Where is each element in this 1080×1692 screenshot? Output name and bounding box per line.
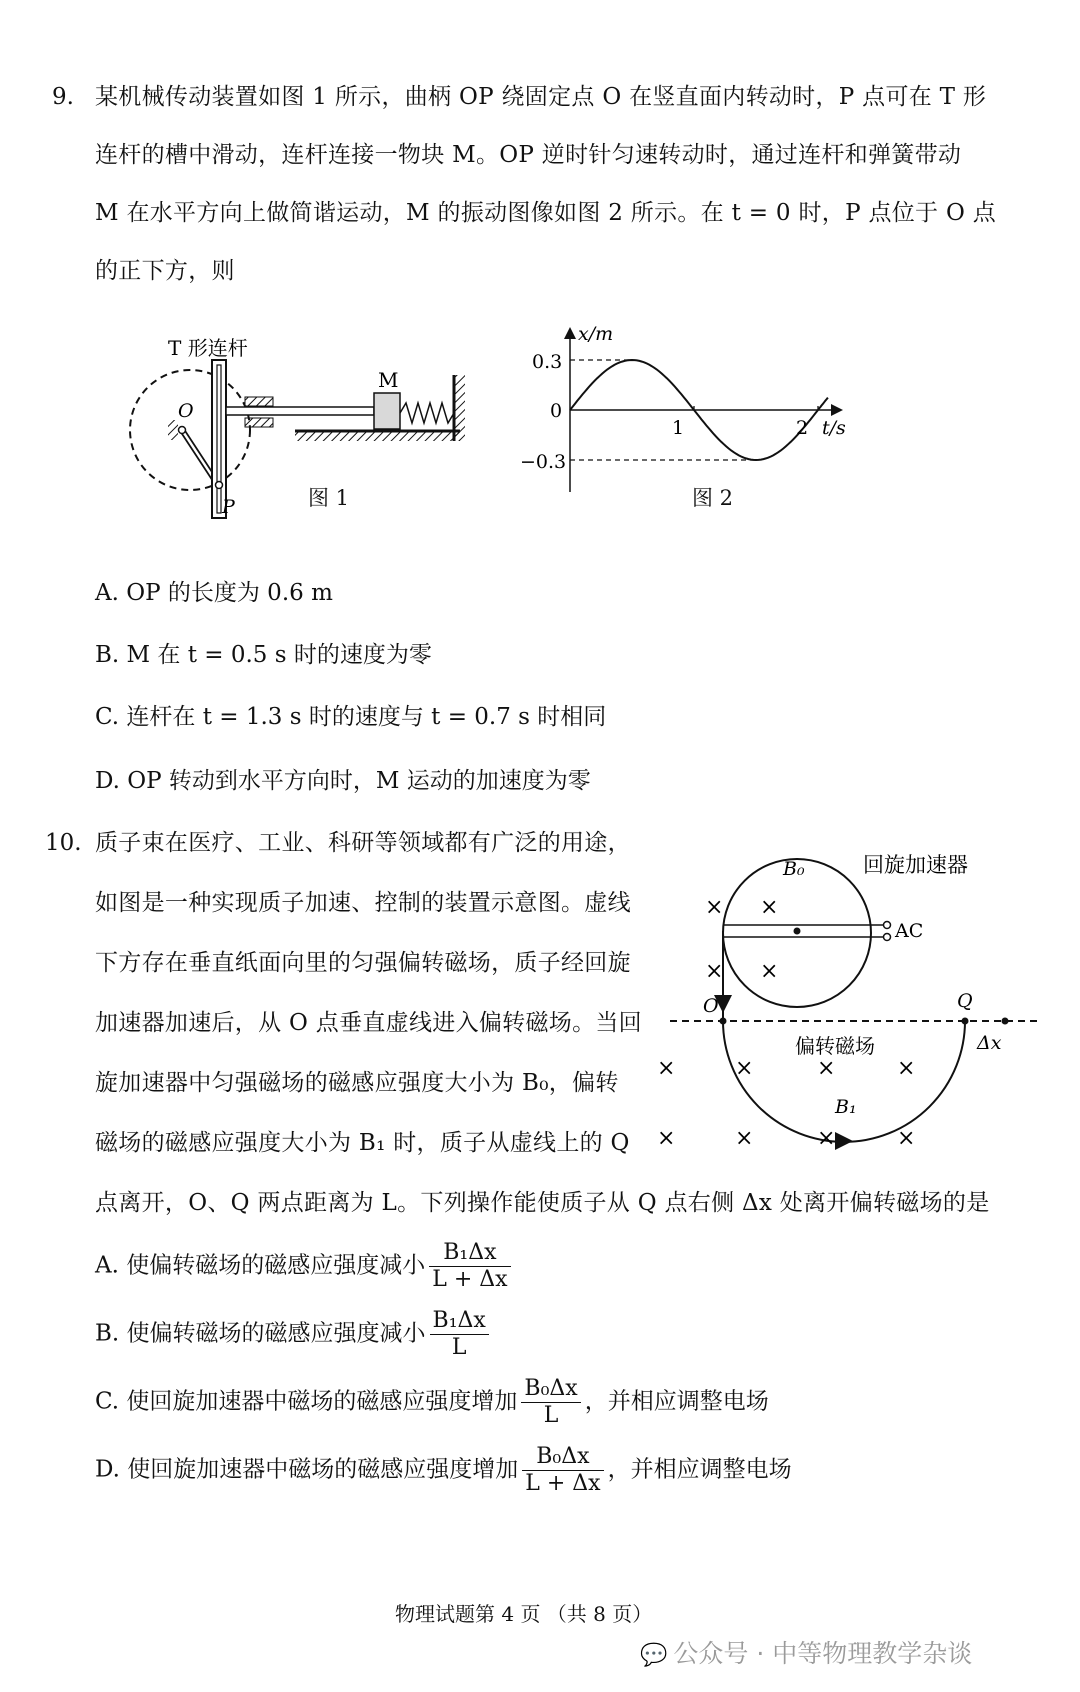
- label-b0: B₀: [783, 858, 805, 880]
- cross-9: ×: [657, 1126, 676, 1151]
- q10-stem-line-7: 点离开，O、Q 两点距离为 L。下列操作能使质子从 Q 点右侧 Δx 处离开偏转磁场的是: [95, 1190, 990, 1216]
- label-ac: AC: [895, 920, 924, 942]
- q9-option-a: A. OP 的长度为 0.6 m: [95, 580, 333, 606]
- crank-path-circle: [130, 370, 250, 490]
- pivot-support: [168, 420, 178, 440]
- y-axis-label: x/m: [578, 323, 614, 345]
- q10-figure: [657, 835, 1045, 1165]
- q9-option-c: C. 连杆在 t = 1.3 s 时的速度与 t = 0.7 s 时相同: [95, 704, 607, 730]
- cross-11: ×: [817, 1126, 836, 1151]
- q9-stem-line-4: 的正下方，则: [95, 258, 235, 284]
- fraction: $\frac{\text{B₁Δx}}{L + \Delta x}$: [429, 1240, 510, 1293]
- q9-figure-2-chart: [510, 322, 870, 502]
- q9-stem-line-3: M 在水平方向上做简谐运动，M 的振动图像如图 2 所示。在 t = 0 时，P 点位于 O 点: [95, 200, 997, 226]
- x-axis-label: t/s: [822, 417, 846, 439]
- label-o: O: [178, 400, 194, 422]
- q10-stem-line-4: 加速器加速后，从 O 点垂直虚线进入偏转磁场。当回: [95, 1010, 642, 1036]
- q10-option-c: C. 使回旋加速器中磁场的磁感应强度增加 $\frac{\text{B₀Δx}}{L}$ ，并相应调整电场: [95, 1376, 769, 1428]
- cross-5: ×: [657, 1056, 676, 1081]
- connecting-rod: [226, 407, 374, 415]
- label-field: 偏转磁场: [795, 1034, 875, 1058]
- block-m: [374, 393, 400, 429]
- label-dx: Δx: [977, 1032, 1002, 1054]
- label-q: Q: [957, 990, 973, 1012]
- figure-1-caption: 图 1: [308, 486, 350, 510]
- cross-6: ×: [735, 1056, 754, 1081]
- cross-12: ×: [897, 1126, 916, 1151]
- q10-stem-line-1: 质子束在医疗、工业、科研等领域都有广泛的用途，: [95, 830, 631, 856]
- figure-2-caption: 图 2: [692, 486, 734, 510]
- label-o: O: [703, 995, 719, 1017]
- label-p: P: [222, 496, 235, 518]
- q9-option-b: B. M 在 t = 0.5 s 时的速度为零: [95, 642, 432, 668]
- fraction: $\frac{\text{B₀Δx}}{L + \Delta x}$: [522, 1444, 603, 1497]
- spring: [400, 403, 454, 423]
- cross-8: ×: [897, 1056, 916, 1081]
- label-b1: B₁: [835, 1096, 857, 1118]
- q10-option-b: B. 使偏转磁场的磁感应强度减小 $\frac{\text{B₁Δx}}{L}$: [95, 1308, 493, 1361]
- fraction: $\frac{\text{B₁Δx}}{L}$: [430, 1308, 489, 1361]
- tick-x-2: 2: [796, 417, 809, 439]
- watermark: 💬 公众号 · 中等物理教学杂谈: [640, 1639, 973, 1668]
- q10-stem-line-5: 旋加速器中匀强磁场的磁感应强度大小为 B₀，偏转: [95, 1070, 619, 1096]
- wechat-icon: 💬: [640, 1643, 668, 1668]
- tick-y-neg: −0.3: [520, 451, 567, 473]
- tick-origin: 0: [550, 400, 563, 422]
- cross-1: ×: [705, 895, 724, 920]
- cross-7: ×: [817, 1056, 836, 1081]
- label-m: M: [378, 368, 399, 392]
- cross-4: ×: [760, 959, 779, 984]
- q9-number: 9.: [52, 84, 74, 110]
- q10-number: 10.: [45, 830, 82, 856]
- q10-option-a: A. 使偏转磁场的磁感应强度减小 $\frac{\text{B₁Δx}}{L + \Delta x}$: [95, 1240, 515, 1293]
- tick-x-1: 1: [672, 417, 685, 439]
- label-cyclotron: 回旋加速器: [863, 853, 968, 877]
- floor: [295, 432, 460, 441]
- cross-2: ×: [760, 895, 779, 920]
- cross-10: ×: [735, 1126, 754, 1151]
- q9-option-d: D. OP 转动到水平方向时，M 运动的加速度为零: [95, 768, 591, 794]
- q10-option-d: D. 使回旋加速器中磁场的磁感应强度增加 $\frac{\text{B₀Δx}}{L + \Delta x}$ ，并相应调整电场: [95, 1444, 792, 1496]
- label-t-link: T 形连杆: [168, 336, 248, 360]
- cross-3: ×: [705, 959, 724, 984]
- q9-stem-line-1: 某机械传动装置如图 1 所示，曲柄 OP 绕固定点 O 在竖直面内转动时，P 点可在 T 形: [95, 84, 987, 110]
- q9-stem-line-2: 连杆的槽中滑动，连杆连接一物块 M。OP 逆时针匀速转动时，通过连杆和弹簧带动: [95, 142, 962, 168]
- page-footer: 物理试题第 4 页 （共 8 页）: [395, 1602, 653, 1626]
- tick-y-pos: 0.3: [532, 351, 563, 373]
- q10-stem-line-3: 下方存在垂直纸面向里的匀强偏转磁场，质子经回旋: [95, 950, 631, 976]
- q10-stem-line-6: 磁场的磁感应强度大小为 B₁ 时，质子从虚线上的 Q: [95, 1130, 630, 1156]
- q10-stem-line-2: 如图是一种实现质子加速、控制的装置示意图。虚线: [95, 890, 631, 916]
- fraction: $\frac{\text{B₀Δx}}{L}$: [521, 1376, 580, 1429]
